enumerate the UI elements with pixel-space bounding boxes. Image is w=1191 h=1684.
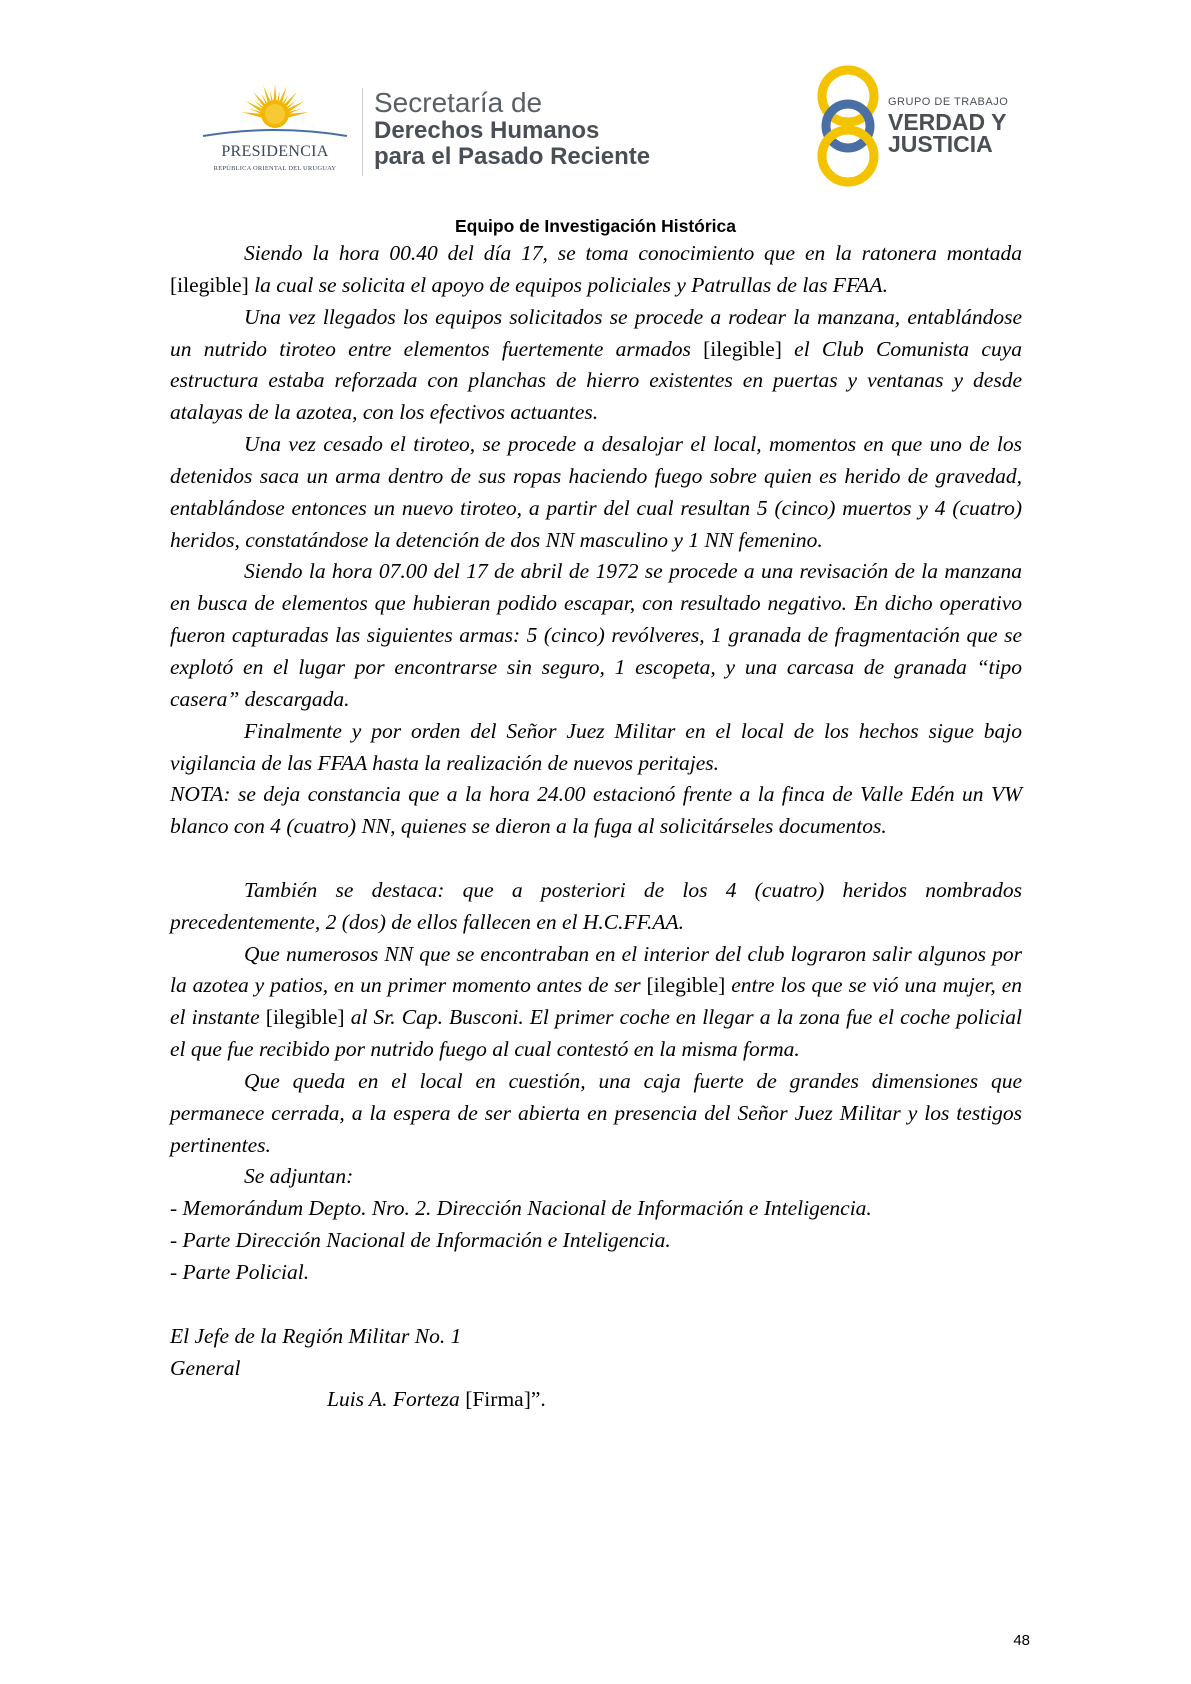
blank-line <box>170 843 1022 875</box>
p1-text-c: la cual se solicita el apoyo de equipos policiales y Patrullas de las FFAA. <box>248 272 888 297</box>
paragraph-1 <box>170 238 1022 302</box>
secretaria-line-2: Derechos Humanos <box>374 117 600 144</box>
paragraph-nota: NOTA: se deja constancia que a la hora 24.00 estacionó frente a la finca de Valle Edén un VW blanco con 4 (cuatro) NN, quienes se dieron a la fuga al solicitárseles documentos. <box>170 782 1022 839</box>
p2-text-c: el Club Comunista cuya estructura estaba reforzada con planchas de hierro existentes en puertas y ventanas y desde atalayas de la azotea, con los efectivos actuantes. <box>170 336 1022 425</box>
illegible-mark: [ilegible] <box>646 973 726 998</box>
grupo-verdad-justicia-logo <box>812 60 1032 190</box>
paragraph-9: Que queda en el local en cuestión, una caja fuerte de grandes dimensiones que permanece cerrada, a la espera de ser abierta en presencia del Señor Juez Militar y los testigos pertinentes. <box>170 1068 1022 1157</box>
header-divider <box>362 88 363 176</box>
page-header <box>0 0 1191 210</box>
signature-mark: [Firma] <box>465 1387 531 1412</box>
page-number: 48 <box>1013 1632 1030 1649</box>
paragraph-2 <box>170 302 1022 429</box>
paragraph-7: También se destaca: que a posteriori de los 4 (cuatro) heridos nombrados precedentemente, 2 (dos) de ellos fallecen en el H.C.FF.AA. <box>170 877 1022 934</box>
p2-text-a: Una vez llegados los equipos solicitados se procede a rodear la manzana, entablándose un nutrido tiroteo entre elementos fuertemente armados <box>170 304 1022 361</box>
p8-text-c: entre los que se vió una mujer, en el instante <box>170 973 1022 1030</box>
p8-text-e: al Sr. Cap. Busconi. El primer coche en llegar a la zona fue el coche policial el que fue recibido por nutrido fuego al cual contestó en la misma forma. <box>170 1005 1022 1062</box>
illegible-mark: [ilegible] <box>170 272 249 297</box>
closing-quote: ”. <box>530 1387 546 1412</box>
paragraph-4: Siendo la hora 07.00 del 17 de abril de 1972 se procede a una revisación de la manzana en busca de elementos que hubieran podido escapar, con resultado negativo. En dicho operativo fueron capturadas las siguientes armas: 5 (cinco) revólveres, 1 granada de fragmentación que se explotó en el lugar por encontrarse sin seguro, 1 escopeta, y una carcasa de granada “tipo casera” descargada. <box>170 559 1022 711</box>
paragraph-3: Una vez cesado el tiroteo, se procede a desalojar el local, momentos en que uno de los detenidos saca un arma dentro de sus ropas haciendo fuego sobre quien es herido de gravedad, entablándose entonces un nuevo tiroteo, a partir del cual resultan 5 (cinco) muertos y 4 (cuatro) heridos, constatándose la detención de dos NN masculino y 1 NN femenino. <box>170 432 1022 552</box>
team-title: Equipo de Investigación Histórica <box>454 216 737 236</box>
grupo-line-2: VERDAD Y <box>888 109 1007 135</box>
illegible-mark: [ilegible] <box>703 336 782 361</box>
rings-icon <box>812 60 892 190</box>
signature-name <box>170 1384 1022 1416</box>
secretaria-line-3: para el Pasado Reciente <box>374 143 651 170</box>
attachments-intro: Se adjuntan: <box>244 1164 354 1189</box>
presidencia-word: PRESIDENCIA <box>221 143 329 160</box>
signature-title: El Jefe de la Región Militar No. 1 <box>170 1323 462 1348</box>
secretaria-line-1: Secretaría de <box>374 87 543 118</box>
attachment-item: - Parte Policial. <box>170 1260 310 1284</box>
grupo-line-3: JUSTICIA <box>888 131 993 157</box>
presidencia-logo <box>195 80 355 180</box>
attachment-item: - Parte Dirección Nacional de Información e Inteligencia. <box>170 1228 671 1253</box>
p8-text-a: Que numerosos NN que se encontraban en el interior del club lograron salir algunos por la azotea y patios, en un primer momento antes de ser <box>170 941 1022 998</box>
secretaria-logo-text <box>374 88 650 170</box>
sun-icon <box>195 80 355 150</box>
p1-text-a: Siendo la hora 00.40 del día 17, se toma conocimiento que en la ratonera montada <box>244 241 1022 265</box>
paragraph-5: Finalmente y por orden del Señor Juez Militar en el local de los hechos sigue bajo vigilancia de las FFAA hasta la realización de nuevos peritajes. <box>170 718 1022 775</box>
illegible-mark: [ilegible] <box>265 1005 345 1030</box>
attachment-item: - Memorándum Depto. Nro. 2. Dirección Nacional de Información e Inteligencia. <box>170 1196 872 1221</box>
document-body <box>170 238 1022 1416</box>
presidencia-subtitle: REPÚBLICA ORIENTAL DEL URUGUAY <box>213 165 337 172</box>
signature-rank: General <box>170 1355 241 1380</box>
paragraph-8 <box>170 939 1022 1066</box>
signer-name: Luis A. Forteza <box>327 1387 466 1412</box>
blank-line <box>170 1289 1022 1321</box>
grupo-line-1: GRUPO DE TRABAJO <box>888 96 1009 108</box>
